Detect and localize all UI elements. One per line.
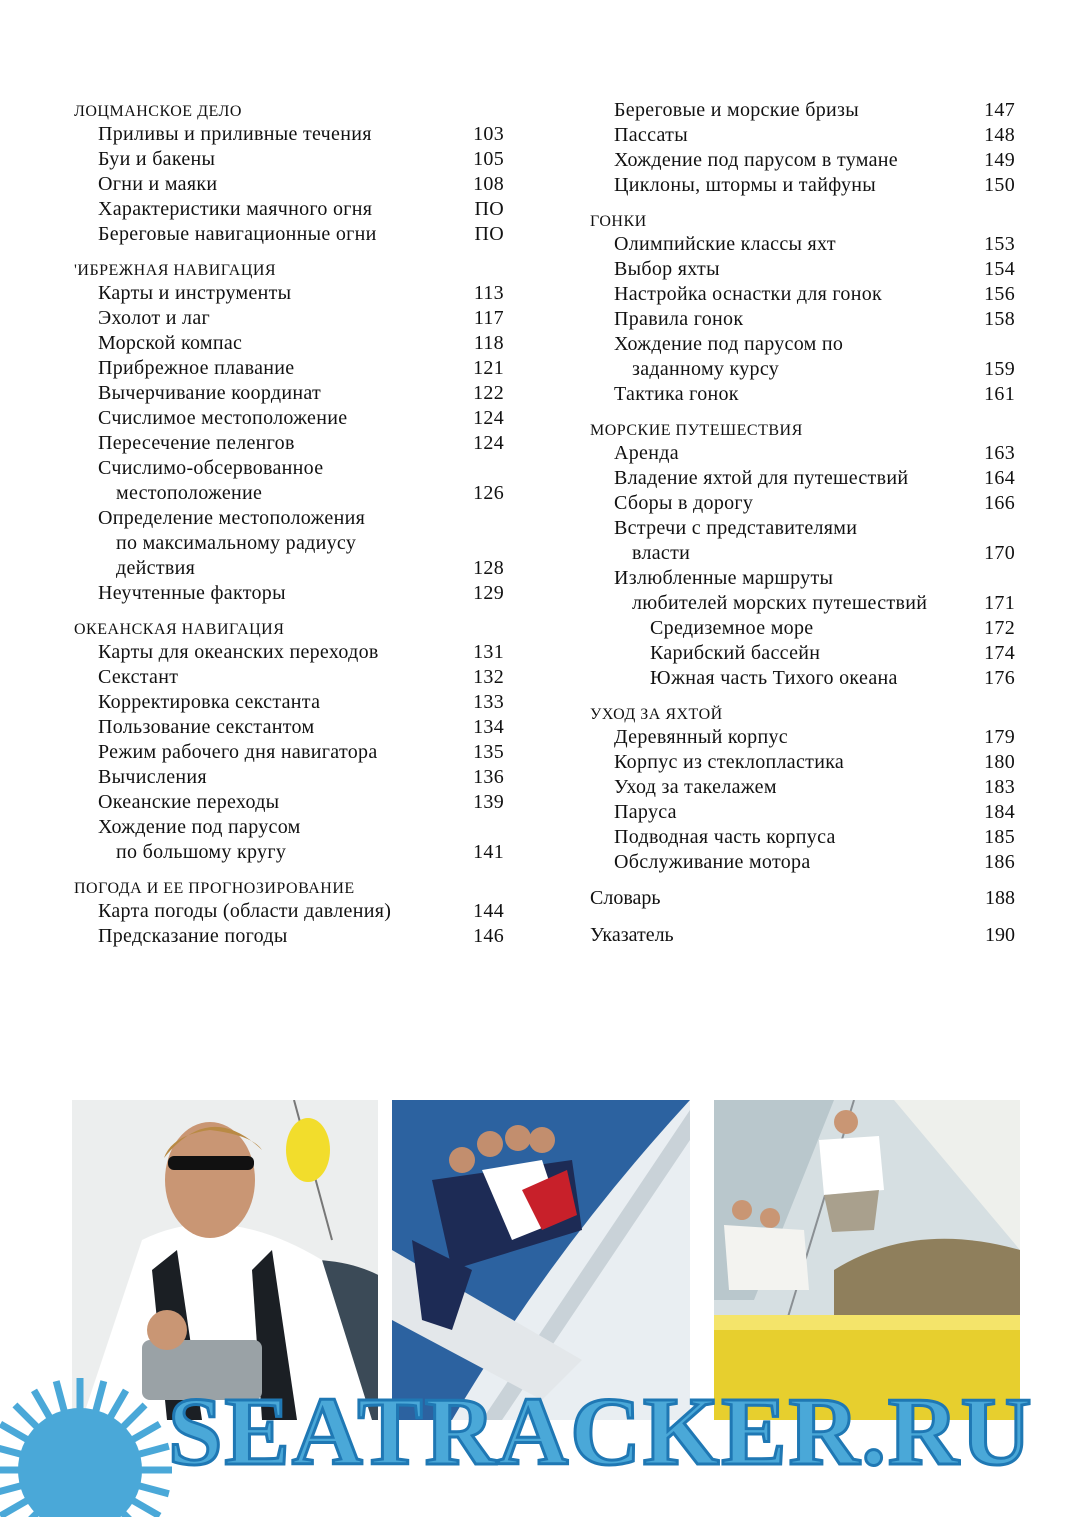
toc-page-number: 166 [984, 492, 1015, 514]
toc-entry [590, 98, 1015, 123]
toc-entry-title: Эхолот и лаг [98, 307, 210, 329]
toc-entry-title: по большому кругу [116, 841, 287, 863]
toc-entry [74, 740, 504, 765]
toc-entry-title: Прибрежное плавание [98, 357, 295, 379]
toc-entry [74, 506, 504, 581]
toc-entry-title: Определение местоположения [98, 507, 366, 529]
toc-page-number: 185 [984, 826, 1015, 848]
toc-section [74, 98, 504, 247]
toc-page-number: 164 [984, 467, 1015, 489]
toc-section [74, 875, 504, 949]
toc-page-number: 122 [473, 382, 504, 404]
toc-page-number: 184 [984, 801, 1015, 823]
toc-entry [74, 640, 504, 665]
sun-ray [132, 1424, 160, 1440]
sun-ray [110, 1390, 126, 1418]
toc-page-number: 158 [984, 308, 1015, 330]
toc-entry-title: Карты и инструменты [98, 282, 292, 304]
toc-entry-title: Пассаты [614, 124, 688, 146]
toc-entry-title: действия [116, 557, 196, 579]
toc-entry-title: Подводная часть корпуса [614, 826, 836, 848]
toc-section-continued [590, 98, 1015, 198]
toc-entry [590, 257, 1015, 282]
toc-page-number: 146 [473, 925, 504, 947]
toc-entry-title: Уход за такелажем [614, 776, 777, 798]
toc-entry-title: Пересечение пеленгов [98, 432, 295, 454]
toc-entry-title: Характеристики маячного огня [98, 198, 373, 220]
toc-page-number: 133 [473, 691, 504, 713]
toc-page-number: 135 [473, 741, 504, 763]
toc-entry-title: Обслуживание мотора [614, 851, 811, 873]
toc-entry-title: Океанские переходы [98, 791, 280, 813]
toc-entry [74, 924, 504, 949]
toc-page-number: 190 [985, 924, 1015, 946]
toc-page-number: 174 [984, 642, 1015, 664]
toc-entry-title: Береговые и морские бризы [614, 99, 859, 121]
toc-page-number: 124 [473, 432, 504, 454]
toc-entry-title: Настройка оснастки для гонок [614, 283, 883, 305]
toc-right-column [590, 98, 1015, 959]
toc-section [590, 417, 1015, 691]
toc-page-number: 188 [985, 887, 1015, 909]
toc-page-number: 105 [473, 148, 504, 170]
toc-entry [590, 232, 1015, 257]
toc-entry-title: Аренда [614, 442, 679, 464]
toc-entry-title: Олимпийские классы яхт [614, 233, 836, 255]
toc-entry [590, 566, 1015, 616]
sun-ray [132, 1500, 160, 1516]
toc-entry [74, 197, 504, 222]
toc-entry-title: Южная часть Тихого океана [650, 667, 898, 689]
sun-ray [0, 1446, 22, 1454]
toc-page-number: 129 [473, 582, 504, 604]
toc-page-number: 141 [473, 841, 504, 863]
toc-page-number: 136 [473, 766, 504, 788]
toc-entry-title: Приливы и приливные течения [98, 123, 372, 145]
sun-ray [15, 1512, 38, 1517]
toc-entry [590, 516, 1015, 566]
toc-entry [74, 581, 504, 606]
toc-entry-title: Карты для океанских переходов [98, 641, 379, 663]
toc-entry-title: Береговые навигационные огни [98, 223, 377, 245]
toc-section-heading: ОКЕАНСКАЯ НАВИГАЦИЯ [74, 621, 285, 638]
toc-extra-entry [590, 885, 1015, 911]
toc-entry-title: по максимальному радиусу [116, 532, 357, 554]
toc-entry [74, 381, 504, 406]
toc-entry-title: Средиземное море [650, 617, 814, 639]
toc-entry-title: заданному курсу [632, 358, 780, 380]
toc-page-number: 126 [473, 482, 504, 504]
toc-page-number: 156 [984, 283, 1015, 305]
sun-ray [34, 1390, 50, 1418]
toc-entry-title: Хождение под парусом в тумане [614, 149, 898, 171]
toc-page-number: 170 [984, 542, 1015, 564]
toc-page-number: 153 [984, 233, 1015, 255]
toc-page-number: 132 [473, 666, 504, 688]
toc-entry-title: Буи и бакены [98, 148, 216, 170]
toc-entry [590, 491, 1015, 516]
toc-entry-title: Предсказание погоды [98, 925, 288, 947]
toc-page-number: 144 [473, 900, 504, 922]
toc-page-number: 124 [473, 407, 504, 429]
toc-entry-title: Секстант [98, 666, 179, 688]
toc-entry-title: власти [632, 542, 691, 564]
toc-page-number: 128 [473, 557, 504, 579]
toc-left-column [74, 98, 504, 959]
sun-ray [122, 1512, 145, 1517]
toc-entry-title: Неучтенные факторы [98, 582, 286, 604]
watermark-text: SEATRACKER.RU [168, 1378, 1034, 1486]
toc-page-number: 163 [984, 442, 1015, 464]
toc-entry-title: Указатель [590, 924, 674, 946]
toc-page-number: 134 [473, 716, 504, 738]
toc-entry-title: Вычисления [98, 766, 207, 788]
toc-entry [590, 123, 1015, 148]
toc-entry [74, 715, 504, 740]
toc-entry [74, 406, 504, 431]
toc-entry [74, 815, 504, 865]
toc-page-number: 147 [984, 99, 1015, 121]
toc-entry [74, 122, 504, 147]
toc-entry [590, 775, 1015, 800]
toc-section-heading: МОРСКИЕ ПУТЕШЕСТВИЯ [590, 422, 803, 439]
toc-entry-title: Циклоны, штормы и тайфуны [614, 174, 877, 196]
toc-entry-title: Пользование секстантом [98, 716, 315, 738]
toc-entry [590, 148, 1015, 173]
toc-entry [74, 222, 504, 247]
toc-entry [74, 172, 504, 197]
toc-entry [74, 765, 504, 790]
toc-entry [590, 307, 1015, 332]
toc-entry-title: Вычерчивание координат [98, 382, 322, 404]
toc-page-number: ПО [474, 223, 504, 245]
toc-entry-title: Огни и маяки [98, 173, 218, 195]
toc-entry-title: местоположение [116, 482, 263, 504]
toc-page-number: 131 [473, 641, 504, 663]
toc-section-heading: УХОД ЗА ЯХТОЙ [590, 706, 723, 723]
toc-page-number: 179 [984, 726, 1015, 748]
toc-entry-title: Сборы в дорогу [614, 492, 754, 514]
toc-entry [590, 173, 1015, 198]
toc-section [74, 257, 504, 606]
toc-entry-title: Встречи с представителями [614, 517, 858, 539]
toc-section [74, 616, 504, 865]
toc-entry [590, 466, 1015, 491]
toc-entry-title: Правила гонок [614, 308, 744, 330]
toc-page-number: 149 [984, 149, 1015, 171]
toc-page-number: 113 [473, 282, 504, 304]
toc-entry [74, 690, 504, 715]
toc-entry-title: Режим рабочего дня навигатора [98, 741, 378, 763]
toc-page-number: 159 [984, 358, 1015, 380]
sun-ray [15, 1405, 38, 1428]
toc-entry-title: Паруса [614, 801, 677, 823]
toc-entry-title: Морской компас [98, 332, 243, 354]
sun-ray [138, 1446, 169, 1454]
sun-ray [0, 1486, 22, 1494]
toc-entry [74, 665, 504, 690]
sun-ray [96, 1381, 104, 1412]
toc-section-heading: ЛОЦМАНСКОЕ ДЕЛО [74, 103, 242, 120]
toc-entry-title: Карта погоды (области давления) [98, 900, 392, 922]
sun-ray [0, 1500, 28, 1516]
toc-page-number: 148 [984, 124, 1015, 146]
toc-entry [74, 356, 504, 381]
toc-page-number: 118 [473, 332, 504, 354]
toc-page-number: 180 [984, 751, 1015, 773]
toc-page-number: ПО [474, 198, 504, 220]
toc-section-heading: 'ИБРЕЖНАЯ НАВИГАЦИЯ [74, 262, 277, 279]
toc-entry-title: Словарь [590, 887, 661, 909]
toc-entry-title: Карибский бассейн [650, 642, 821, 664]
toc-entry [74, 306, 504, 331]
toc-entry-title: Счислимое местоположение [98, 407, 348, 429]
toc-section-heading: ГОНКИ [590, 213, 647, 230]
toc-entry [590, 800, 1015, 825]
toc-extra-entry [590, 922, 1015, 948]
toc-section [590, 701, 1015, 875]
sun-ray [0, 1424, 28, 1440]
toc-entry [590, 641, 1015, 666]
toc-page-number: 121 [473, 357, 504, 379]
toc-entry-title: Излюбленные маршруты [614, 567, 834, 589]
toc-section-heading: ПОГОДА И ЕЕ ПРОГНОЗИРОВАНИЕ [74, 880, 355, 897]
toc-entry [590, 666, 1015, 691]
toc-entry-title: Корпус из стеклопластика [614, 751, 845, 773]
toc-entry-title: Выбор яхты [614, 258, 720, 280]
toc-entry [74, 790, 504, 815]
toc-entry [590, 825, 1015, 850]
sun-ray [56, 1381, 64, 1412]
toc-page-number: 117 [473, 307, 504, 329]
toc-entry-title: Владение яхтой для путешествий [614, 467, 909, 489]
toc-entry-title: Тактика гонок [614, 383, 739, 405]
toc-entry [590, 616, 1015, 641]
toc-page-number: 154 [984, 258, 1015, 280]
toc-entry [74, 147, 504, 172]
toc-entry [590, 441, 1015, 466]
toc-page-number: 171 [984, 592, 1015, 614]
toc-page-number: 103 [473, 123, 504, 145]
toc-entry-title: Корректировка секстанта [98, 691, 321, 713]
toc-entry [590, 725, 1015, 750]
toc-page-number: 139 [473, 791, 504, 813]
toc-page-number: 161 [984, 383, 1015, 405]
toc-entry-title: Хождение под парусом [98, 816, 301, 838]
toc-page-number: 186 [984, 851, 1015, 873]
toc-page-number: 150 [984, 174, 1015, 196]
toc-entry-title: Деревянный корпус [614, 726, 788, 748]
toc-entry [590, 750, 1015, 775]
toc-entry [74, 331, 504, 356]
toc-entry [590, 332, 1015, 382]
toc-section [590, 208, 1015, 407]
toc-page-number: 108 [473, 173, 504, 195]
toc-entry [74, 281, 504, 306]
toc-entry-title: Счислимо-обсервованное [98, 457, 324, 479]
toc-entry [590, 850, 1015, 875]
toc-page-number: 176 [984, 667, 1015, 689]
toc-page-number: 172 [984, 617, 1015, 639]
toc-entry-title: Хождение под парусом по [614, 333, 844, 355]
sun-ray [122, 1405, 145, 1428]
toc-entry [74, 456, 504, 506]
toc-page-number: 183 [984, 776, 1015, 798]
toc-entry [74, 899, 504, 924]
toc-entry-title: любителей морских путешествий [632, 592, 928, 614]
toc-entry [590, 282, 1015, 307]
sun-ray [138, 1486, 169, 1494]
toc-entry [590, 382, 1015, 407]
toc-entry [74, 431, 504, 456]
